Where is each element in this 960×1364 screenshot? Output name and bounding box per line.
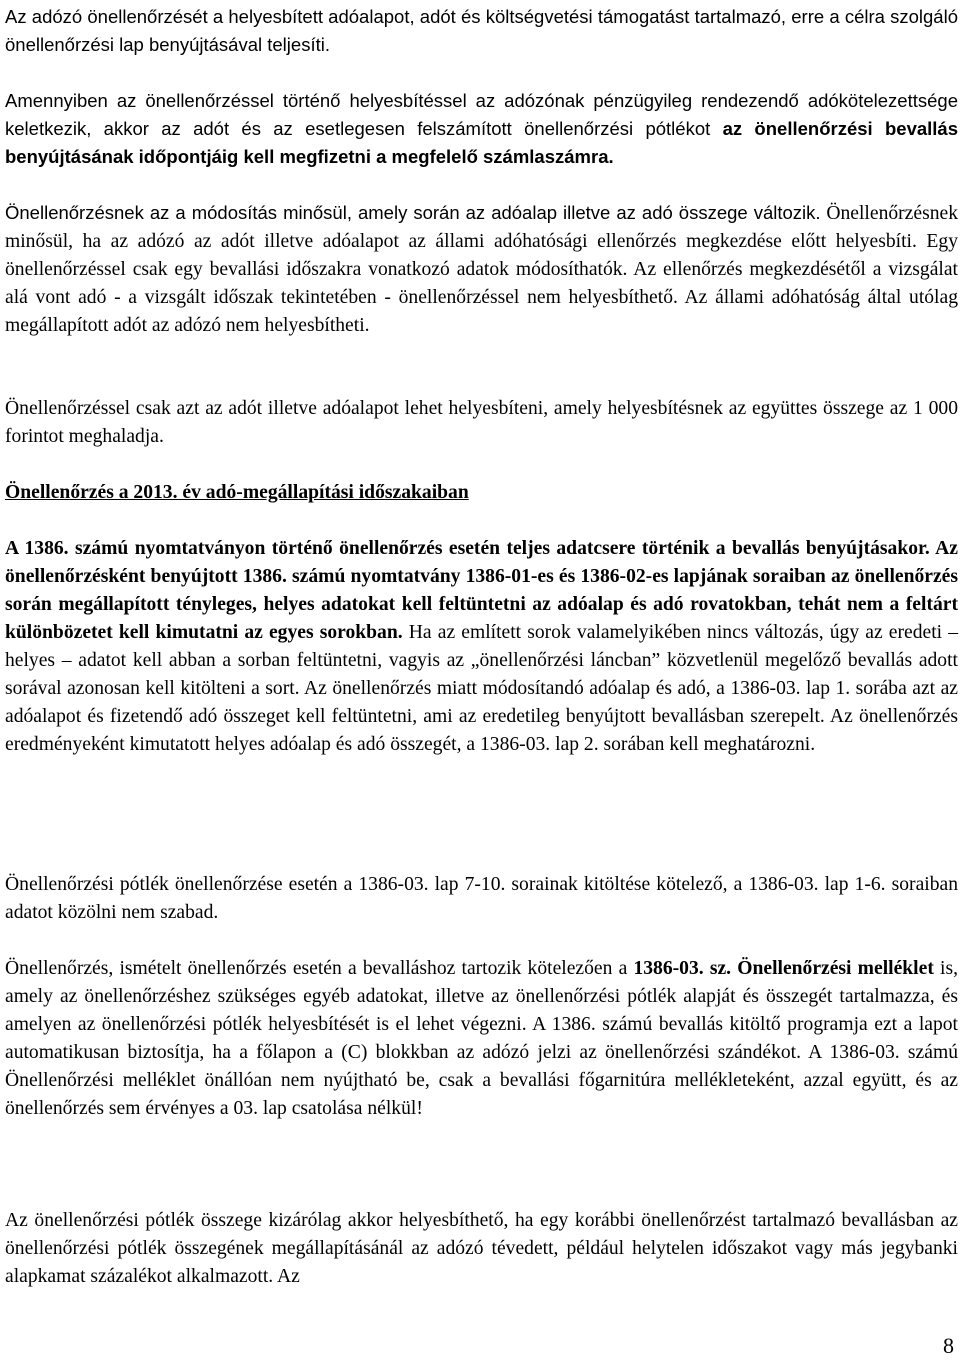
- paragraph-surcharge-correction: Az önellenőrzési pótlék összege kizárólag akkor helyesbíthető, ha egy korábbi önellenőrzést tartalmazó bevallásban az önellenőrzési pótlék összegének megállapításánál az adózó tévedett, például helytelen időszakot vagy más jegybanki alapkamat százalékot alkalmazott. Az: [5, 1210, 958, 1287]
- paragraph-1386-form-bold: A 1386. számú nyomtatványon történő önellenőrzés esetén teljes adatcsere történik a bevallás benyújtásakor. Az önellenőrzésként benyújtott 1386. számú nyomtatvány 1386-01-es és 1386-02-es lapjának soraiban az önellenőrzés során megállapított tényleges, helyes adatokat kell feltüntetni az adóalap és adó rovatokban, tehát nem a feltárt különbözetet kell kimutatni az egyes sorokban.: [5, 538, 958, 643]
- paragraph-surcharge-rows: Önellenőrzési pótlék önellenőrzése esetén a 1386-03. lap 7-10. sorainak kitöltése kötelező, a 1386-03. lap 1-6. soraiban adatot közölni nem szabad.: [5, 874, 958, 923]
- paragraph-payment-text: Amennyiben az önellenőrzéssel történő helyesbítéssel az adózónak pénzügyileg rendezendő adókötelezettsége keletkezik, akkor az adót és az esetlegesen felszámított önellenőrzési pótlékot: [5, 90, 958, 139]
- paragraph-definition-body: Önellenőrzésnek minősül, ha az adózó az adót illetve adóalapot az állami adóhatósági ellenőrzés megkezdése előtt helyesbíti. Egy önellenőrzéssel csak egy bevallási időszakra vonatkozó adatok módosíthatók. Az ellenőrzés megkezdésétől a vizsgálat alá vont adó - a vizsgált időszak tekintetében - önellenőrzéssel nem helyesbíthető. Az állami adóhatóság által utólag megállapított adót az adózó nem helyesbítheti.: [5, 203, 958, 336]
- section-heading: Önellenőrzés a 2013. év adó-megállapítási időszakaiban: [5, 482, 469, 503]
- paragraph-intro: Az adózó önellenőrzését a helyesbített adóalapot, adót és költségvetési támogatást tartalmazó, erre a célra szolgáló önellenőrzési lap benyújtásával teljesíti.: [5, 6, 958, 55]
- paragraph-1386-form: [5, 535, 958, 759]
- paragraph-attachment: [5, 955, 958, 1123]
- paragraph-attachment-body: is, amely az önellenőrzéshez szükséges egyéb adatokat, illetve az önellenőrzési pótlék alapját és összegét tartalmazza, és amelyen az önellenőrzési pótlék helyesbítését is el lehet végezni. A 1386. számú bevallás kitöltő programja ezt a lapot automatikusan biztosítja, ha a főlapon a (C) blokkban az adózó jelzi az önellenőrzési szándékot. A 1386-03. számú Önellenőrzési melléklet önállóan nem nyújtható be, csak a bevallási főgarnitúra mellékleteként, azzal együtt, és az önellenőrzés sem érvényes a 03. lap csatolása nélkül!: [5, 958, 959, 1119]
- paragraph-payment: [5, 87, 958, 171]
- paragraph-definition: [5, 199, 958, 340]
- page-number: 8: [943, 1333, 954, 1358]
- paragraph-payment-emphasis: az önellenőrzési bevallás benyújtásának időpontjáig kell megfizetni a megfelelő számlaszámra.: [5, 118, 959, 167]
- paragraph-1386-form-text: Ha az említett sorok valamelyikében nincs változás, úgy az eredeti – helyes – adatot kell abban a sorban feltüntetni, vagyis az „önellenőrzési láncban” közvetlenül megelőző bevallás adott sorával azonosan kell kitölteni a sort. Az önellenőrzés miatt módosítandó adóalap és adó, a 1386-03. lap 1. sorába azt az adóalapot és fizetendő adó összeget kell feltüntetni, ami az eredetileg benyújtott bevallásban szerepelt. Az önellenőrzés eredményeként kimutatott helyes adóalap és adó összegét, a 1386-03. lap 2. sorában kell meghatározni.: [5, 622, 958, 755]
- paragraph-threshold: Önellenőrzéssel csak azt az adót illetve adóalapot lehet helyesbíteni, amely helyesbítésnek az együttes összege az 1 000 forintot meghaladja.: [5, 398, 958, 447]
- paragraph-attachment-emphasis: 1386-03. sz. Önellenőrzési melléklet: [633, 958, 934, 979]
- paragraph-attachment-lead: Önellenőrzés, ismételt önellenőrzés esetén a bevalláshoz tartozik kötelezően a: [5, 958, 634, 979]
- paragraph-definition-lead: Önellenőrzésnek az a módosítás minősül, amely során az adóalap illetve az adó összege változik.: [5, 202, 821, 223]
